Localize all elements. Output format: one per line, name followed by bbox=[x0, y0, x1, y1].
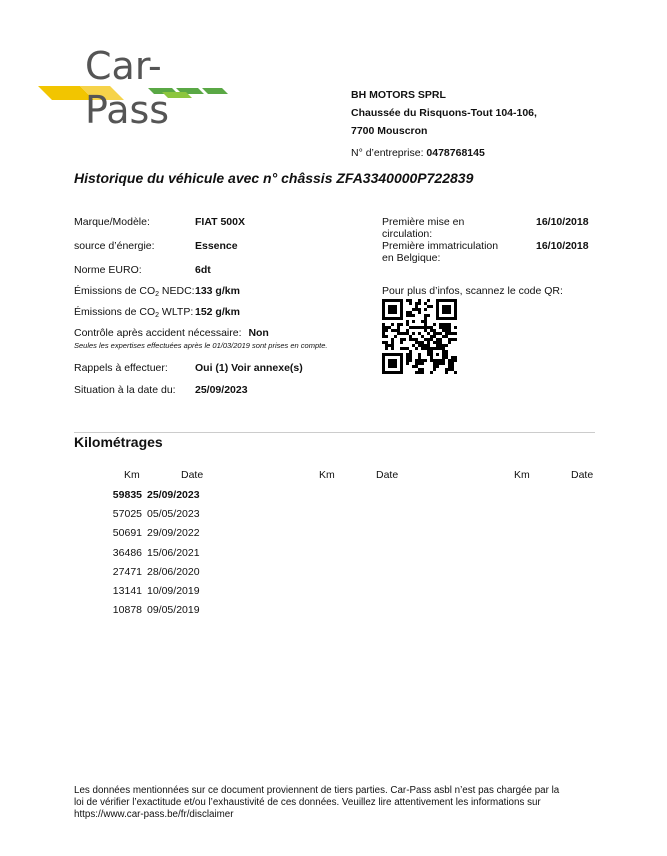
recall-label: Rappels à effectuer: bbox=[74, 362, 168, 374]
mileage-date: 10/09/2019 bbox=[147, 585, 200, 597]
mileage-date: 29/09/2022 bbox=[147, 527, 200, 540]
dealer-city: 7700 Mouscron bbox=[351, 125, 428, 137]
mileage-date: 05/05/2023 bbox=[147, 508, 200, 521]
wltp-label-text: Émissions de CO bbox=[74, 306, 156, 318]
situation-value: 25/09/2023 bbox=[195, 384, 248, 396]
mileage-date: 25/09/2023 bbox=[147, 489, 200, 501]
mileage-row bbox=[74, 489, 214, 503]
energy-label: source d’énergie: bbox=[74, 240, 155, 252]
mileage-km: 36486 bbox=[112, 546, 142, 559]
mileage-km: 13141 bbox=[112, 585, 142, 597]
first-registration-label-line2: en Belgique: bbox=[382, 252, 441, 264]
disclaimer-line-1: Les données mentionnées sur ce document proviennent de tiers parties. Car-Pass asbl n’est pas chargée par la bbox=[74, 785, 560, 796]
mileage-row bbox=[74, 604, 214, 618]
mileage-col-km-1: Km bbox=[124, 469, 140, 481]
accident-check-line bbox=[74, 327, 269, 339]
accident-check-value: Non bbox=[248, 327, 269, 339]
disclaimer-line-2: loi de vérifier l’exactitude et/ou l’exhaustivité de ces données. Veuillez lire attentivement les informations sur bbox=[74, 797, 541, 808]
car-pass-logo bbox=[36, 44, 236, 132]
page-title: Historique du véhicule avec n° châssis ZFA3340000P722839 bbox=[74, 170, 474, 186]
energy-value: Essence bbox=[195, 240, 238, 252]
mileage-km: 10878 bbox=[112, 604, 142, 617]
first-registration-value: 16/10/2018 bbox=[536, 240, 589, 252]
company-number-label: N° d’entreprise: bbox=[351, 147, 424, 159]
wltp-emissions-label bbox=[74, 306, 193, 319]
disclaimer-link[interactable]: https://www.car-pass.be/fr/disclaimer bbox=[74, 809, 234, 820]
mileage-row bbox=[74, 508, 214, 522]
nedc-emissions-value: 133 g/km bbox=[195, 285, 240, 297]
mileage-row bbox=[74, 566, 214, 580]
wltp-label-post: WLTP: bbox=[159, 306, 194, 318]
wltp-emissions-value: 152 g/km bbox=[195, 306, 240, 318]
qr-code-image bbox=[382, 299, 457, 374]
company-number-line bbox=[351, 147, 485, 159]
dealer-street: Chaussée du Risquons-Tout 104-106, bbox=[351, 107, 537, 119]
nedc-emissions-label bbox=[74, 285, 195, 298]
mileage-date: 09/05/2019 bbox=[147, 604, 200, 617]
mileage-col-date-3: Date bbox=[571, 469, 594, 481]
make-label: Marque/Modèle: bbox=[74, 216, 150, 228]
company-number-value: 0478768145 bbox=[426, 147, 485, 159]
mileage-date: 15/06/2021 bbox=[147, 546, 200, 559]
first-registration-label-line1: Première immatriculation bbox=[382, 240, 499, 252]
mileage-section-title: Kilométrages bbox=[74, 434, 163, 450]
euro-norm-value: 6dt bbox=[195, 264, 211, 276]
mileage-date: 28/06/2020 bbox=[147, 565, 200, 578]
mileage-row bbox=[74, 527, 214, 541]
mileage-km: 50691 bbox=[112, 527, 142, 540]
mileage-row bbox=[74, 547, 214, 561]
mileage-km: 27471 bbox=[112, 565, 142, 578]
first-use-label-line1: Première mise en bbox=[382, 216, 465, 228]
mileage-row bbox=[74, 585, 214, 599]
wltp-label-sub: 2 bbox=[155, 312, 160, 319]
nedc-label-post: NEDC: bbox=[159, 285, 195, 297]
mileage-col-date-2: Date bbox=[376, 469, 399, 481]
car-pass-logo-text: Car-Pass bbox=[85, 44, 170, 132]
accident-check-label: Contrôle après accident nécessaire: bbox=[74, 327, 242, 339]
first-use-value: 16/10/2018 bbox=[536, 216, 589, 228]
accident-note: Seules les expertises effectuées après le 01/03/2019 sont prises en compte. bbox=[74, 341, 328, 350]
disclaimer-footer bbox=[74, 785, 559, 821]
first-use-label bbox=[382, 216, 464, 240]
mileage-km: 57025 bbox=[112, 508, 142, 521]
mileage-col-date-1: Date bbox=[181, 469, 204, 481]
dealer-address bbox=[351, 86, 537, 140]
dealer-name: BH MOTORS SPRL bbox=[351, 89, 446, 101]
make-value: FIAT 500X bbox=[195, 216, 245, 228]
mileage-divider bbox=[74, 432, 595, 433]
mileage-km: 59835 bbox=[112, 489, 142, 501]
mileage-col-km-3: Km bbox=[514, 469, 530, 481]
euro-norm-label: Norme EURO: bbox=[74, 264, 142, 276]
first-use-label-line2: circulation: bbox=[382, 228, 433, 240]
first-registration-label bbox=[382, 240, 498, 264]
nedc-label-text: Émissions de CO bbox=[74, 285, 156, 297]
mileage-col-km-2: Km bbox=[319, 469, 335, 481]
situation-label: Situation à la date du: bbox=[74, 384, 176, 396]
nedc-label-sub: 2 bbox=[155, 291, 160, 298]
qr-label: Pour plus d’infos, scannez le code QR: bbox=[382, 285, 563, 297]
qr-code[interactable] bbox=[382, 299, 457, 374]
recall-value: Oui (1) Voir annexe(s) bbox=[195, 362, 303, 374]
